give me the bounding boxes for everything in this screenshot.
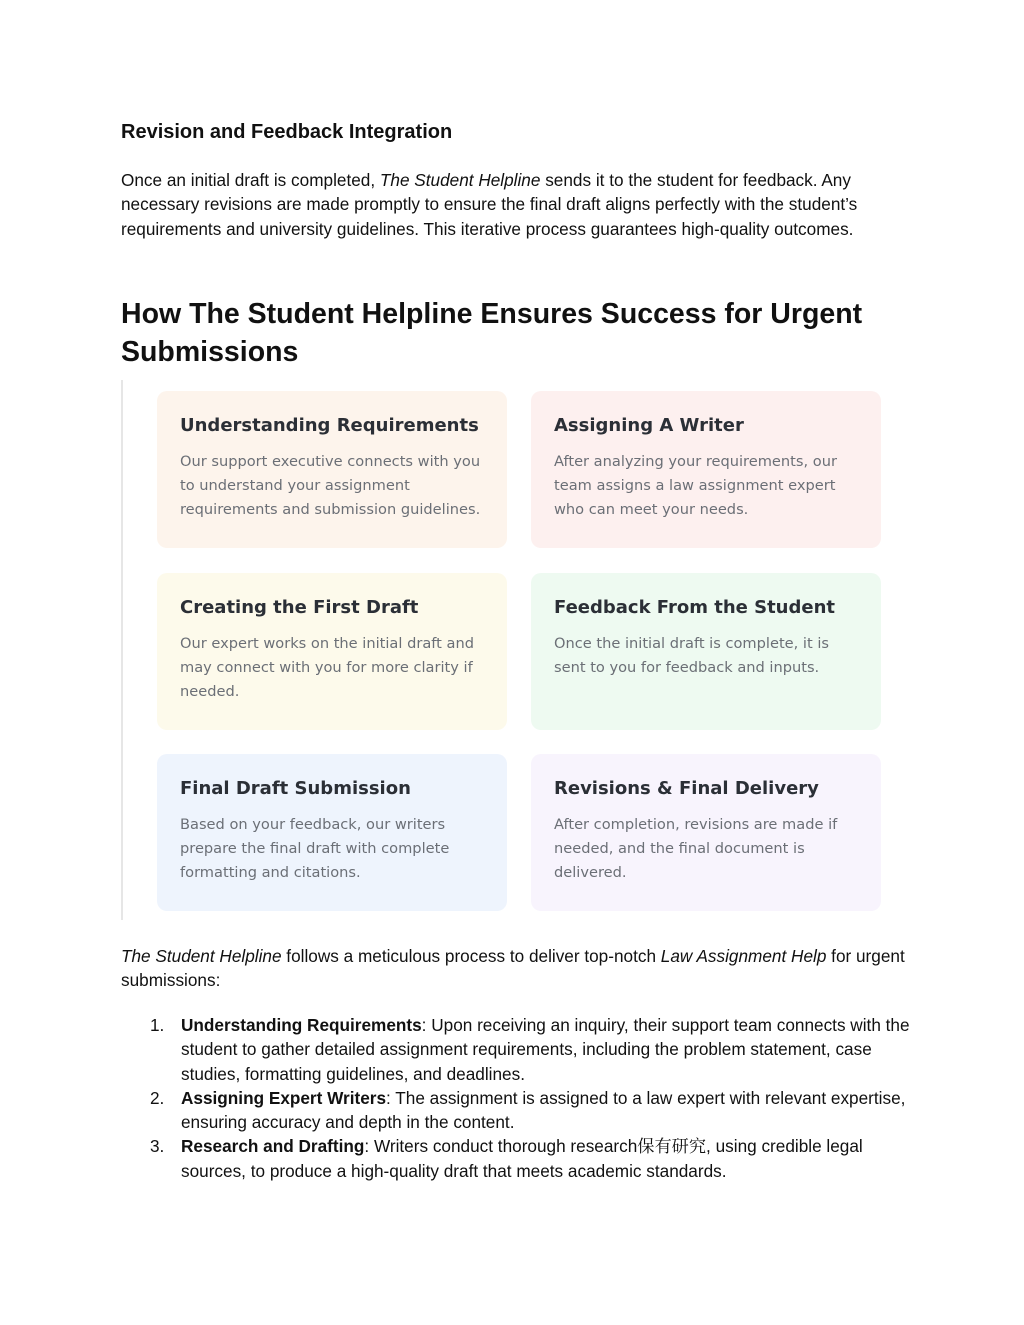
card-title: Revisions & Final Delivery — [554, 778, 819, 799]
intro-paragraph — [121, 944, 911, 993]
section-heading: Revision and Feedback Integration — [121, 121, 453, 143]
process-cards-figure — [121, 380, 891, 920]
step-title: Understanding Requirements — [181, 1015, 422, 1035]
process-card-revisions-delivery — [531, 754, 881, 911]
card-title: Feedback From the Student — [554, 597, 836, 618]
card-body: After completion, revisions are made if needed, and the final document is delivered. — [554, 816, 838, 881]
process-card-first-draft — [157, 573, 507, 730]
step-title: Research and Drafting — [181, 1136, 365, 1157]
brand-name-italic: The Student Helpline — [379, 170, 541, 190]
intro-text-mid: follows a meticulous process to deliver top-notch — [281, 946, 661, 966]
main-heading: How The Student Helpline Ensures Success for Urgent Submissions — [121, 298, 863, 368]
paragraph-text-post: sends it to the student for feedback. Any necessary revisions are made promptly to ensure the final draft aligns perfectly with the student’s requirements and university guidelines. This iterative process guarantees high-quality outcomes. — [121, 170, 858, 239]
list-item — [121, 1086, 911, 1135]
list-number: 3. — [150, 1136, 165, 1157]
list-item — [121, 1013, 911, 1086]
step-title: Assigning Expert Writers — [181, 1087, 387, 1108]
service-name-italic: Law Assignment Help — [660, 946, 827, 966]
step-text: : Writers conduct thorough research保有研究, using credible legal sources, to produce a high-quality draft that meets academic standards. — [181, 1136, 863, 1181]
list-item — [121, 1134, 911, 1183]
process-steps-list — [121, 1013, 911, 1183]
card-title: Final Draft Submission — [180, 778, 411, 799]
step-text: : Upon receiving an inquiry, their support team connects with the student to gather detailed assignment requirements, including the problem statement, case studies, formatting guidelines, and deadlines. — [181, 1015, 910, 1084]
process-card-final-draft — [157, 754, 507, 911]
card-body: Our expert works on the initial draft and may connect with you for more clarity if needed. — [180, 635, 474, 700]
card-title: Creating the First Draft — [180, 597, 419, 618]
card-body: Our support executive connects with you to understand your assignment requirements and submission guidelines. — [180, 453, 481, 518]
process-card-understanding-requirements — [157, 391, 507, 548]
card-body: After analyzing your requirements, our team assigns a law assignment expert who can meet your needs. — [554, 453, 837, 518]
step-text: : The assignment is assigned to a law expert with relevant expertise, ensuring accuracy and depth in the content. — [181, 1087, 906, 1133]
card-title: Understanding Requirements — [180, 415, 479, 436]
card-body: Based on your feedback, our writers prepare the final draft with complete formatting and citations. — [180, 816, 450, 881]
paragraph-text-pre: Once an initial draft is completed, — [121, 170, 380, 190]
process-card-feedback — [531, 573, 881, 730]
list-number: 1. — [150, 1015, 165, 1035]
revision-paragraph — [121, 168, 911, 241]
list-number: 2. — [150, 1087, 165, 1108]
card-title: Assigning A Writer — [554, 415, 744, 436]
intro-text-post: for urgent submissions: — [121, 946, 905, 991]
process-card-assigning-writer — [531, 391, 881, 548]
brand-name-italic: The Student Helpline — [121, 946, 282, 966]
card-body: Once the initial draft is complete, it is sent to you for feedback and inputs. — [554, 635, 830, 676]
